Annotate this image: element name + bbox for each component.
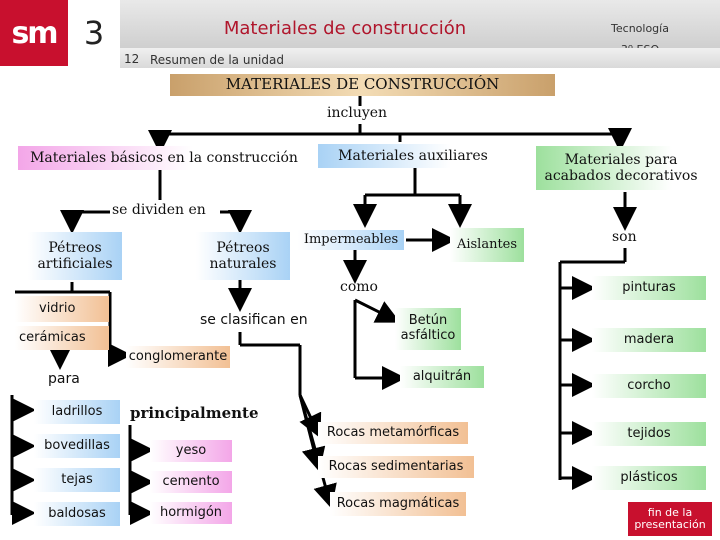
node-metamorphic [318,422,468,444]
plaster-label: yeso [175,442,207,458]
node-basic-materials [18,146,310,170]
sedimentary-label: Rocas sedimentarias [328,458,464,474]
bricks-label: ladrillos [51,403,103,419]
artificial-label: Pétreos artificiales [37,239,113,272]
natural-label: Pétreos naturales [209,239,277,272]
node-decorative-materials [536,146,706,190]
node-paints [592,276,706,300]
link-clasifican: se clasifican en [200,312,308,328]
link-principalmente: principalmente [130,404,259,422]
cork-label: corcho [627,377,671,393]
floor-tiles-label: baldosas [48,505,106,521]
metamorphic-label: Rocas metamórficas [326,424,460,440]
cement-label: cemento [162,473,220,489]
link-como: como [340,279,378,295]
asphalt-label: Betún asfáltico [400,313,456,343]
node-igneous [330,492,466,516]
decorative-label: Materiales para acabados decorativos [544,151,698,184]
node-natural-stone [196,232,290,280]
subject-label: Tecnología [611,22,669,35]
section-number: 12 [124,52,140,66]
section-title: Resumen de la unidad [150,53,284,67]
logo-text: sm [11,15,57,51]
tar-label: alquitrán [412,368,472,384]
node-bricks [34,400,120,424]
node-waterproof [298,230,404,250]
node-floor-tiles [34,502,120,526]
node-plaster [150,440,232,462]
end-line2: presentación [634,518,706,531]
node-vaults [34,434,120,458]
fabrics-label: tejidos [627,425,671,441]
basic-label: Materiales básicos en la construcción [30,149,298,166]
wood-label: madera [623,331,675,347]
ceramics-label: cerámicas [19,329,86,345]
page-title: Materiales de construcción [223,18,467,39]
link-para: para [48,371,80,387]
waterproof-label: Impermeables [303,231,399,247]
node-artificial-stone [28,232,122,280]
root-node [170,74,555,96]
node-tar [400,366,484,388]
node-insulators [450,228,524,262]
unit-number: 3 [68,0,120,66]
concrete-label: hormigón [159,504,223,520]
node-cement [150,471,232,493]
node-asphalt [395,308,461,350]
link-son: son [612,229,637,245]
glass-label: vidrio [39,300,76,316]
plastics-label: plásticos [620,469,678,485]
vaults-label: bovedillas [44,437,110,453]
node-plastics [592,466,706,490]
root-label: MATERIALES DE CONSTRUCCIÓN [225,75,500,94]
end-presentation-button[interactable] [628,502,712,536]
node-cork [592,374,706,398]
node-auxiliary-materials [318,144,508,168]
node-wood [592,328,706,352]
end-line1: fin de la [647,505,693,519]
conglomerate-label: conglomerante [128,348,228,364]
node-conglomerate [126,346,230,368]
igneous-label: Rocas magmáticas [336,495,460,511]
insulators-label: Aislantes [456,236,518,252]
node-glass [15,296,109,322]
node-sedimentary [318,456,474,478]
node-ceramics [15,326,109,350]
tiles-label: tejas [61,471,93,487]
link-incluyen: incluyen [327,105,388,121]
auxiliary-label: Materiales auxiliares [338,147,488,164]
link-dividen: se dividen en [112,202,206,218]
node-fabrics [592,422,706,446]
node-concrete [150,502,232,524]
paints-label: pinturas [622,279,676,295]
node-tiles [34,468,120,492]
